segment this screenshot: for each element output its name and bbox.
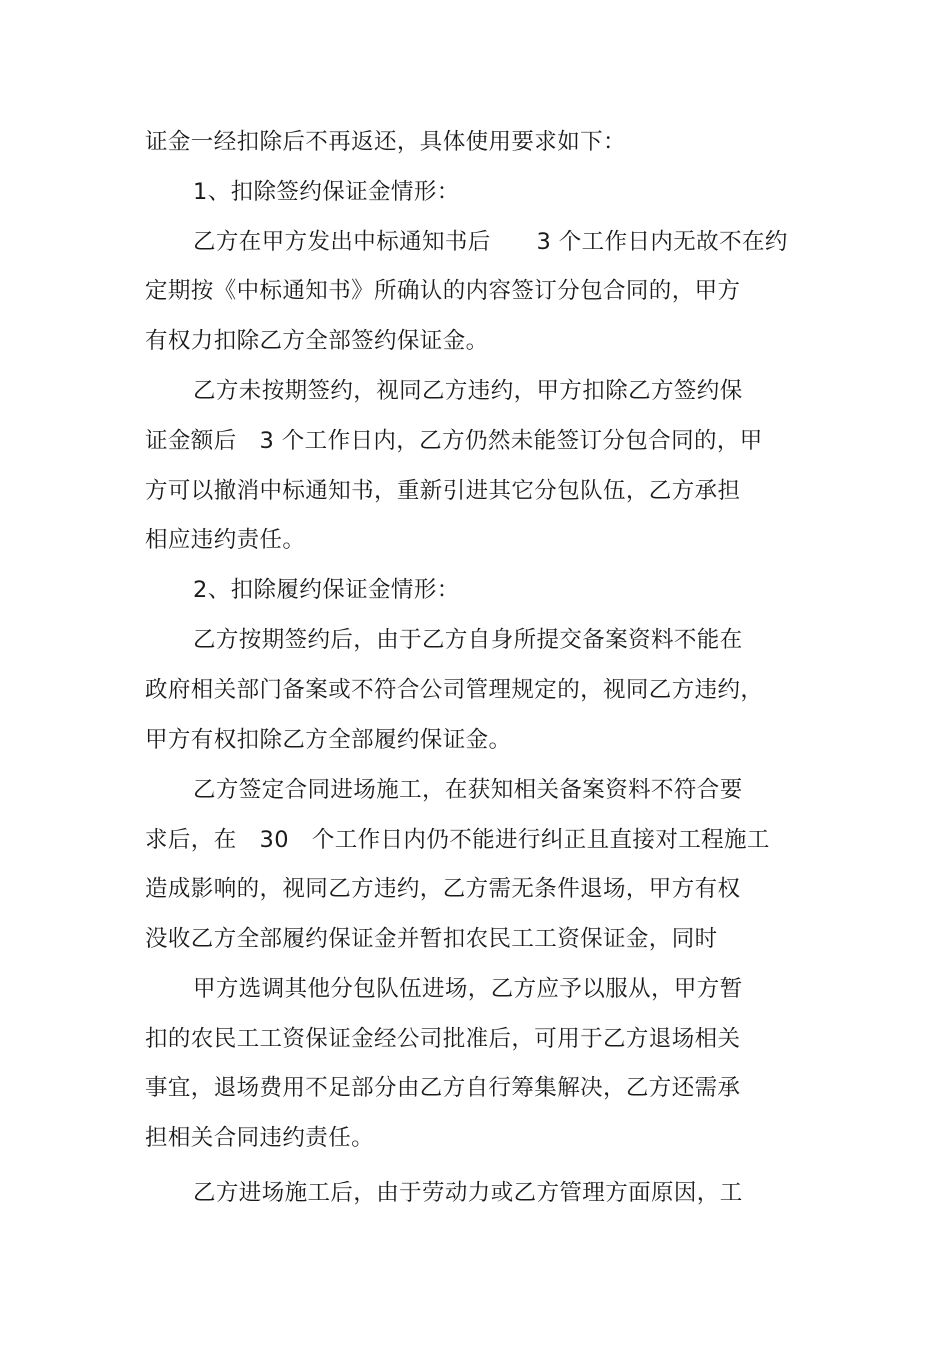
text-line: 事宜，退场费用不足部分由乙方自行筹集解决，乙方还需承 — [145, 1075, 741, 1101]
text-line: 甲方选调其他分包队伍进场，乙方应予以服从，甲方暂 — [193, 976, 743, 1002]
text-line: 方可以撤消中标通知书，重新引进其它分包队伍，乙方承担 — [145, 478, 741, 504]
text-line: 求后，在 30 个工作日内仍不能进行纠正且直接对工程施工 — [145, 827, 770, 853]
section-heading: 1、扣除签约保证金情形： — [193, 179, 460, 205]
text-line: 甲方有权扣除乙方全部履约保证金。 — [145, 727, 512, 753]
text-line: 定期按《中标通知书》所确认的内容签订分包合同的，甲方 — [145, 278, 741, 304]
text-line: 乙方未按期签约，视同乙方违约，甲方扣除乙方签约保 — [193, 378, 743, 404]
text-line: 担相关合同违约责任。 — [145, 1125, 375, 1151]
section-heading: 2、扣除履约保证金情形： — [193, 577, 460, 603]
text-line: 乙方签定合同进场施工，在获知相关备案资料不符合要 — [193, 777, 743, 803]
text-line: 造成影响的，视同乙方违约，乙方需无条件退场，甲方有权 — [145, 876, 741, 902]
text-line: 没收乙方全部履约保证金并暂扣农民工工资保证金，同时 — [145, 926, 718, 952]
text-line: 乙方在甲方发出中标通知书后 3 个工作日内无故不在约 — [193, 229, 788, 255]
text-line: 相应违约责任。 — [145, 527, 306, 553]
text-line: 乙方按期签约后，由于乙方自身所提交备案资料不能在 — [193, 627, 743, 653]
text-line: 乙方进场施工后，由于劳动力或乙方管理方面原因，工 — [193, 1180, 743, 1206]
text-line: 有权力扣除乙方全部签约保证金。 — [145, 328, 489, 354]
text-line: 政府相关部门备案或不符合公司管理规定的，视同乙方违约， — [145, 677, 764, 703]
text-line: 证金一经扣除后不再返还，具体使用要求如下： — [145, 129, 626, 155]
text-line: 扣的农民工工资保证金经公司批准后，可用于乙方退场相关 — [145, 1026, 741, 1052]
text-line: 证金额后 3 个工作日内，乙方仍然未能签订分包合同的，甲 — [145, 428, 763, 454]
